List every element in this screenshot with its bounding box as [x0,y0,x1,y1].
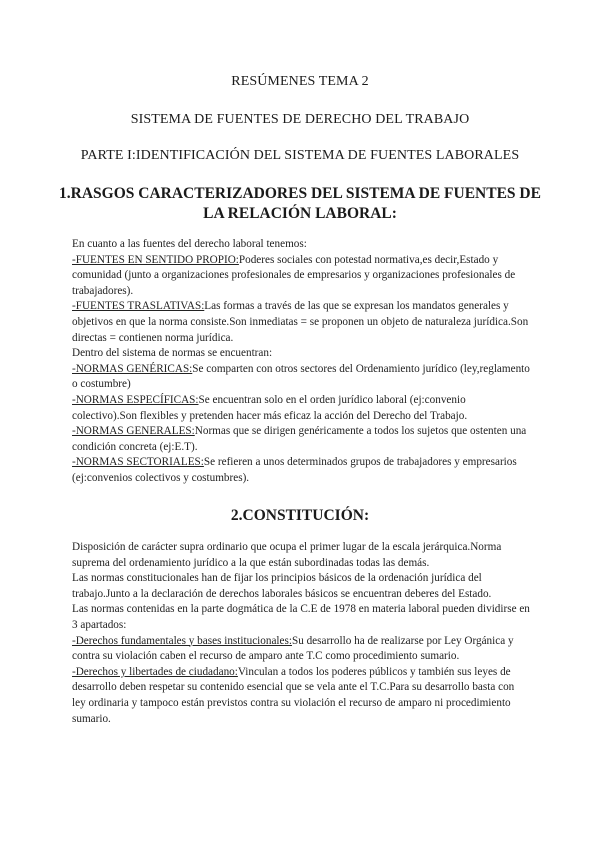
document-subtitle: SISTEMA DE FUENTES DE DERECHO DEL TRABAJO [130,112,470,127]
list-item [72,665,530,727]
item-label: -NORMAS SECTORIALES: [72,456,204,469]
section2-para: Disposición de carácter supra ordinario que ocupa el primer lugar de la escala jerárquica.Norma suprema del ordenamiento jurídico a la que están subordinadas todas las demás. [72,541,502,569]
list-item [72,393,530,424]
list-item [72,253,530,300]
list-item [72,634,530,665]
item-label: -NORMAS ESPECÍFICAS: [72,393,199,406]
item-text: Se comparten con otros sectores del Ordenamiento jurídico (ley,reglamento o costumbre) [72,362,530,391]
item-label: -FUENTES EN SENTIDO PROPIO: [72,253,239,266]
item-text: Normas que se dirigen genéricamente a todos los sujetos que ostenten una condición concreta (ej:E.T). [72,425,527,453]
section2-para: Las normas contenidas en la parte dogmática de la C.E de 1978 en materia laboral pueden dividirse en 3 apartados: [72,603,530,631]
section1-intro: En cuanto a las fuentes del derecho laboral tenemos: [72,238,307,250]
item-text: Las formas a través de las que se expresan los mandatos generales y objetivos en que la norma consiste.Son inmediatas = se proponen un objeto de naturaleza jurídica.Son directas = contienen norma jurídica. [72,300,529,344]
list-item [72,362,530,393]
list-item [72,299,530,346]
list-item [72,455,530,486]
section1-heading [0,184,600,224]
part-heading: PARTE I:IDENTIFICACIÓN DEL SISTEMA DE FUENTES LABORALES [80,148,520,163]
item-text: Se refieren a unos determinados grupos de trabajadores y empresarios (ej:convenios colectivos y costumbres). [72,456,517,484]
section2-heading: 2.CONSTITUCIÓN: [230,507,370,524]
section1-heading-line2: LA RELACIÓN LABORAL: [203,205,397,222]
list-item [72,424,530,455]
document-title: RESÚMENES TEMA 2 [231,74,369,89]
section1-body [72,237,530,487]
item-label: -Derechos y libertades de ciudadano: [72,665,238,678]
item-label: -NORMAS GENÉRICAS: [72,362,193,375]
item-text: Vinculan a todos los poderes públicos y también sus leyes de desarrollo deben respetar su contenido esencial que se vela ante el T.C.Para su desarrollo basta con ley ordinaria y tampoco están previstos contra su violación el recurso de amparo ni procedimiento sumario. [72,665,515,725]
item-label: -FUENTES TRASLATIVAS: [72,300,205,313]
section1-heading-line1: 1.RASGOS CARACTERIZADORES DEL SISTEMA DE FUENTES DE [59,185,541,202]
item-text: Se encuentran solo en el orden jurídico laboral (ej:convenio colectivo).Son flexibles y pretenden hacer más eficaz la acción del Derecho del Trabajo. [72,393,468,422]
item-label: -Derechos fundamentales y bases institucionales: [72,634,292,647]
section2-para: Las normas constitucionales han de fijar los principios básicos de la ordenación jurídica del trabajo.Junto a la declaración de derechos laborales básicos se encuentran deberes del Estado. [72,572,492,600]
item-text: Su desarrollo ha de realizarse por Ley Orgánica y contra su violación caben el recurso de amparo ante T.C como procedimiento sumario. [72,634,514,663]
item-text: Poderes sociales con potestad normativa,es decir,Estado y comunidad (junto a organizaciones profesionales de empresarios y organizaciones profesionales de trabajadores). [72,253,516,297]
item-label: -NORMAS GENERALES: [72,425,195,438]
section2-body [72,540,530,727]
section1-intro2: Dentro del sistema de normas se encuentran: [72,347,273,360]
